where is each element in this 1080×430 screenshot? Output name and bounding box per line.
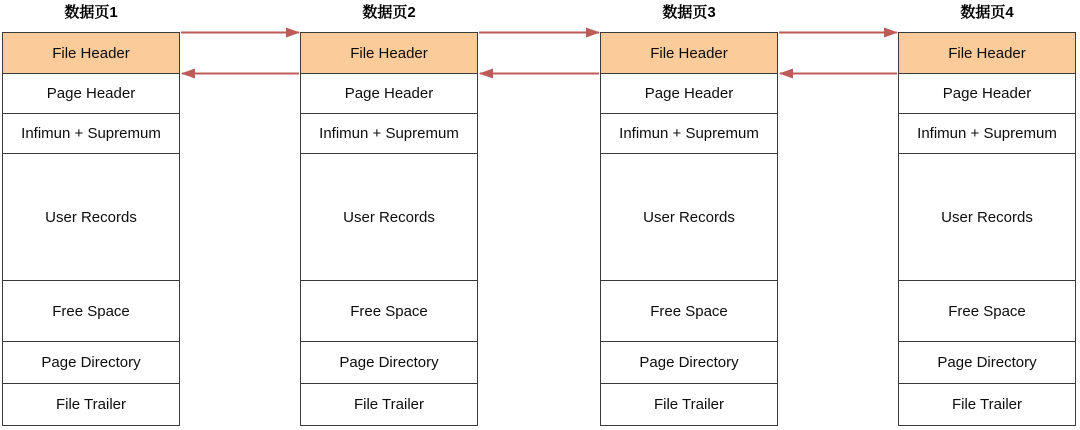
row-page-directory: Page Directory bbox=[899, 342, 1075, 384]
row-page-directory: Page Directory bbox=[601, 342, 777, 384]
row-user-records: User Records bbox=[899, 154, 1075, 281]
page-title-4: 数据页4 bbox=[960, 4, 1014, 21]
row-file-header: File Header bbox=[301, 33, 477, 74]
row-page-header: Page Header bbox=[601, 74, 777, 114]
row-page-header: Page Header bbox=[301, 74, 477, 114]
page-title-3: 数据页3 bbox=[662, 4, 716, 21]
data-page-4 bbox=[898, 32, 1076, 426]
row-page-directory: Page Directory bbox=[3, 342, 179, 384]
row-file-header: File Header bbox=[601, 33, 777, 74]
row-file-trailer: File Trailer bbox=[951, 396, 1022, 413]
data-page-2 bbox=[300, 32, 478, 426]
row-page-header: Page Header bbox=[3, 74, 179, 114]
row-file-header: File Header bbox=[3, 33, 179, 74]
row-user-records: User Records bbox=[601, 154, 777, 281]
row-file-header: File Header bbox=[899, 33, 1075, 74]
page-title-2: 数据页2 bbox=[362, 4, 416, 21]
row-free-space: Free Space bbox=[301, 281, 477, 342]
row-free-space: Free Space bbox=[899, 281, 1075, 342]
page-title-1: 数据页1 bbox=[64, 4, 118, 21]
row-infimum-supremum: Infimun + Supremum bbox=[601, 114, 777, 154]
row-file-trailer: File Trailer bbox=[653, 396, 724, 413]
data-page-3 bbox=[600, 32, 778, 426]
data-page-1 bbox=[2, 32, 180, 426]
row-infimum-supremum: Infimun + Supremum bbox=[899, 114, 1075, 154]
row-page-header: Page Header bbox=[899, 74, 1075, 114]
row-file-trailer: File Trailer bbox=[353, 396, 424, 413]
row-user-records: User Records bbox=[301, 154, 477, 281]
row-infimum-supremum: Infimun + Supremum bbox=[301, 114, 477, 154]
row-infimum-supremum: Infimun + Supremum bbox=[3, 114, 179, 154]
row-user-records: User Records bbox=[3, 154, 179, 281]
row-page-directory: Page Directory bbox=[301, 342, 477, 384]
row-file-trailer: File Trailer bbox=[55, 396, 126, 413]
row-free-space: Free Space bbox=[601, 281, 777, 342]
row-free-space: Free Space bbox=[3, 281, 179, 342]
